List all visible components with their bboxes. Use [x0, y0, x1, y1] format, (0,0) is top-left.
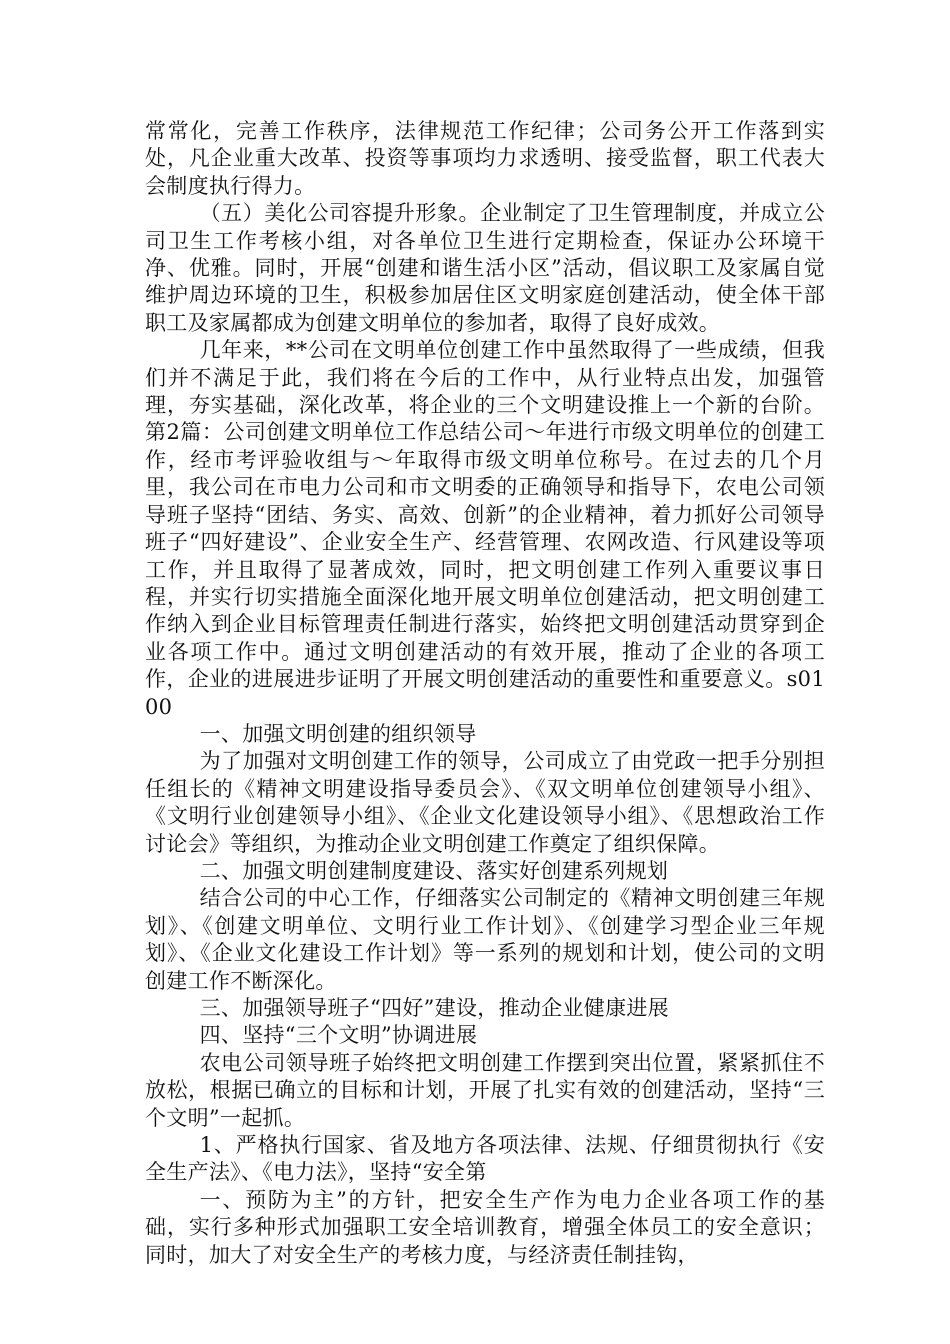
heading-four-good: 三、加强领导班子“四好”建设，推动企业健康进展: [199, 996, 669, 1020]
heading-three-civilizations: 四、坚持“三个文明”协调进展: [199, 1023, 478, 1048]
paragraph-organization: 为了加强对文明创建工作的领导，公司成立了由党政一把手分别担任组长的《精神文明建设指导委员会》、《双文明单位创建领导小组》、《文明行业创建领导小组》、《企业文化建设领导小组》、《思想政治工作讨论会》等组织，为推动企业文明创建工作奠定了组织保障。: [145, 749, 825, 856]
paragraph-safety-law: 1、严格执行国家、省及地方各项法律、法规、仔细贯彻执行《安全生产法》、《电力法》，坚持“安全第: [145, 1133, 825, 1185]
document-body: [145, 118, 825, 1269]
heading-system-building: 二、加强文明创建制度建设、落实好创建系列规划: [199, 858, 669, 883]
paragraph-continuation: 常常化，完善工作秩序，法律规范工作纪律；公司务公开工作落到实处，凡企业重大改革、投资等事项均力求透明、接受监督，职工代表大会制度执行得力。: [145, 119, 825, 198]
paragraph-summary: 几年来，**公司在文明单位创建工作中虽然取得了一些成绩，但我们并不满足于此，我们将在今后的工作中，从行业特点出发，加强管理，夯实基础，深化改革，将企业的三个文明建设推上一个新的台阶。第2篇：公司创建文明单位工作总结公司～年进行市级文明单位的创建工作，经市考评验收组与～年取得市级文明单位称号。在过去的几个月里，我公司在市电力公司和市文明委的正确领导和指导下，农电公司领导班子坚持“团结、务实、高效、创新”的企业精神，着力抓好公司领导班子“四好建设”、企业安全生产、经营管理、农网改造、行风建设等项工作，并且取得了显著成效，同时，把文明创建工作列入重要议事日程，并实行切实措施全面深化地开展文明单位创建活动，把文明创建工作纳入到企业目标管理责任制进行落实，始终把文明创建活动贯穿到企业各项工作中。通过文明创建活动的有效开展，推动了企业的各项工作，企业的进展进步证明了开展文明创建活动的重要性和重要意义。s0100: [145, 338, 825, 719]
paragraph-beautify-company: （五）美化公司容提升形象。企业制定了卫生管理制度，并成立公司卫生工作考核小组，对各单位卫生进行定期检查，保证办公环境干净、优雅。同时，开展“创建和谐生活小区”活动，倡议职工及家属自觉维护周边环境的卫生，积极参加居住区文明家庭创建活动，使全体干部职工及家属都成为创建文明单位的参加者，取得了良好成效。: [145, 201, 825, 335]
paragraph-safety-first: 一、预防为主”的方针，把安全生产作为电力企业各项工作的基础，实行多种形式加强职工安全培训教育，增强全体员工的安全意识；同时，加大了对安全生产的考核力度，与经济责任制挂钩，: [145, 1187, 825, 1267]
paragraph-leadership-focus: 农电公司领导班子始终把文明创建工作摆到突出位置，紧紧抓住不放松，根据已确立的目标和计划，开展了扎实有效的创建活动，坚持“三个文明”一起抓。: [145, 1050, 825, 1130]
paragraph-plans: 结合公司的中心工作，仔细落实公司制定的《精神文明创建三年规划》、《创建文明单位、文明行业工作计划》、《创建学习型企业三年规划》、《企业文化建设工作计划》等一系列的规划和计划，使公司的文明创建工作不断深化。: [145, 886, 825, 993]
heading-organization-leadership: 一、加强文明创建的组织领导: [199, 721, 477, 746]
